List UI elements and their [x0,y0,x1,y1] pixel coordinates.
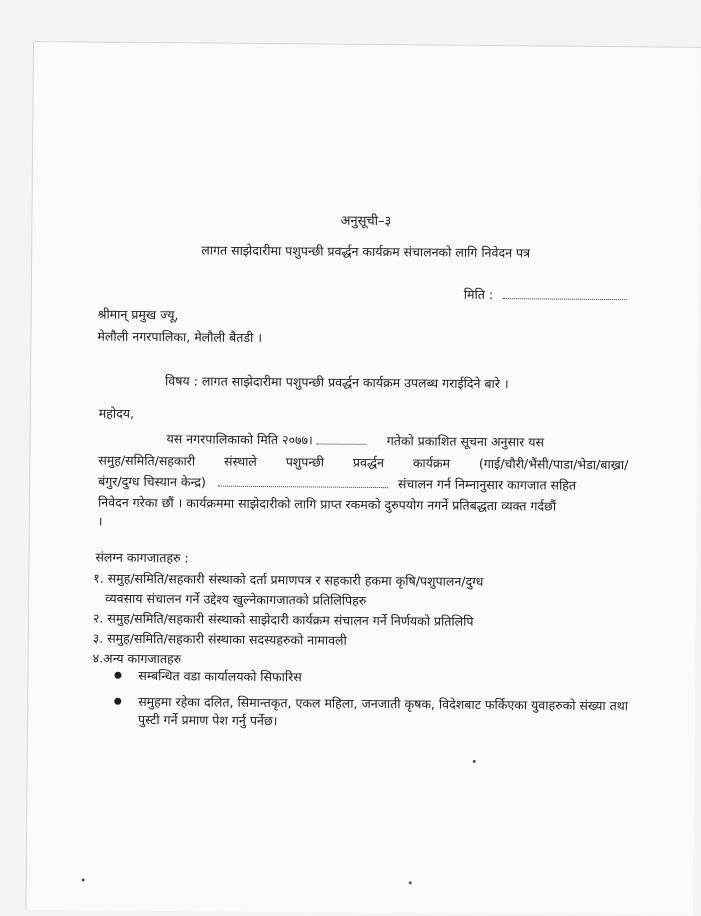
attachments-list [93,571,574,675]
body-blank [218,476,388,488]
attachment-item-1-cont: व्यवसाय संचालन गर्ने उद्देश्य खुल्नेकागजातको प्रतिलिपिहरु [105,590,367,608]
paper-speck [409,881,412,884]
paper-speck [82,878,85,881]
other-documents-list [110,667,631,742]
body-line-1-start: यस नगरपालिकाको मिति २०७७। [166,431,313,448]
addressee-line-1: श्रीमान् प्रमुख ज्यू, [97,306,179,323]
bullet-item-1 [110,667,630,690]
form-title: लागत साझेदारीमा पशुपन्छी प्रवर्द्धन कार्यक्रम संचालनको लागि निवेदन पत्र [201,242,531,261]
attachment-item-4: ४.अन्य कागजातहरु [92,650,182,667]
body-line-5: । [97,513,103,529]
salutation: महोदय, [98,405,135,421]
date-line [464,287,627,304]
bullet-dot-icon [114,698,121,705]
bullet-item-2 [110,693,630,734]
body-line-3-end: संचालन गर्न निम्नानुसार कागजात सहित [397,476,577,493]
bullet-item-1-text: सम्बन्धित वडा कार्यालयको सिफारिस [138,667,302,685]
attachment-item-1: १. समुह/समिति/सहकारी संस्थाको दर्ता प्रमाणपत्र र सहकारी हकमा कृषि/पशुपालन/दुग्ध [93,570,484,589]
body-line-3-start: बंगुर/दुग्ध चिस्यान केन्द्र) [98,473,206,490]
bullet-dot-icon [114,672,121,679]
paper-speck [473,760,476,763]
subject-line: विषय : लागत साझेदारीमा पशुपन्छी प्रवर्द्धन कार्यक्रम उपलब्ध गराईदिने बारे । [164,373,509,392]
attachments-heading: संलग्न कागजातहरु : [95,549,189,566]
document-page [26,42,701,916]
body-line-3 [98,474,576,494]
bullet-item-2-text: समुहमा रहेका दलित, सिमान्तकृत, एकल महिला, जनजाती कृषक, विदेशबाट फर्किएका युवाहरुको संख्या तथा पुस्टी गर्ने प्रमाण पेश गर्नु पर्नेछ। [138,693,629,729]
date-label: मिति : [463,286,494,303]
attachment-item-2: २. समुह/समिति/सहकारी संस्थाको साझेदारी कार्यक्रम संचालन गर्ने निर्णयको प्रतिलिपि [92,610,474,629]
addressee-line-2: मेलौली नगरपालिका, मेलौली बैतडी । [97,328,263,346]
annex-title: अनुसूची–३ [340,213,392,230]
body-line-1 [166,431,544,450]
attachment-item-3: ३. समुह/समिति/सहकारी संस्थाका सदस्यहरुको नामावली [92,630,347,648]
body-line-4: निवेदन गरेका छौं । कार्यक्रममा साझेदारीको लागि प्राप्त रकमको दुरुपयोग नगर्ने प्रतिबद्धता व्यक्त गर्दछौं [97,494,557,514]
body-line-1-end: गतेको प्रकाशित सूचना अनुसार यस [386,433,545,450]
date-blank [503,288,627,300]
body-line-2: समुह/समिति/सहकारी संस्थाले पशुपन्छी प्रवर्द्धन कार्यक्रम (गाई/चौरी/भैंसी/पाडा/भेडा/बाख्रा/ [98,452,629,473]
body-date-blank [317,433,367,444]
